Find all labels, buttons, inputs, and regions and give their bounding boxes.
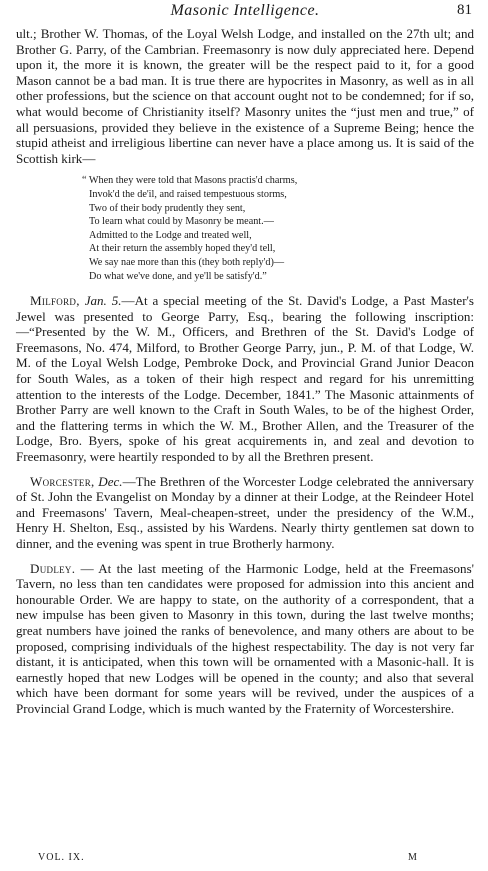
section-text: —At a special meeting of the St. David's Lodge, a Past Master's Jewel was presented to George Parry, Esq., bearing the following inscription:—“Presented by the W. M., Officers, and Brethren of the St. David's Lodge of Freemasons, No. 474, Milford, to Brother George Parry, jun., P. M. of that Lodge, W. M. of the Loyal Welsh Lodge, Pembroke Dock, and Provincial Grand Junior Deacon for South Wales, as a token of their high respect and regard for his unremitting attention to the interests of the Lodge. December, 1841.” The Masonic attainments of Brother Parry are well known to the Craft in South Wales, to be of the highest Order, and the flattering terms in which the W. M., Brother Allen, and the Treasurer of the Lodge, Bro. Byers, spoke of his great acquirements in, and zeal and devotion to Freemasonry, were heartily responded to by all the Brethren present. (16, 293, 474, 465)
section-date: Dec. (98, 473, 123, 489)
verse-line: To learn what could by Masonry be meant.— (89, 216, 274, 228)
section-place: Worcester, (30, 473, 95, 489)
verse-line: Invok'd the de'il, and raised tempestuous storms, (89, 188, 287, 200)
section-place: Dudley. (30, 560, 76, 576)
section-dudley (16, 561, 474, 717)
verse-line: At their return the assembly hoped they'd tell, (89, 243, 276, 255)
verse-line: “ When they were told that Masons practis'd charms, (82, 175, 298, 187)
section-text: —The Brethren of the Worcester Lodge celebrated the anniversary of St. John the Evangelist on Monday by a dinner at their Lodge, at the Reindeer Hotel and Freemasons' Tavern, Meal-cheapen-street, under the presidency of the W.M., Henry H. Shelton, Esq., assisted by his Wardens. Nearly thirty gentlemen sat down to dinner, and the evening was spent in true Brotherly harmony. (16, 473, 474, 551)
verse-line: Two of their body prudently they sent, (89, 202, 246, 214)
volume-label: VOL. IX. (38, 852, 85, 863)
running-title: Masonic Intelligence. (170, 2, 320, 19)
verse-line: Admitted to the Lodge and treated well, (89, 229, 252, 241)
section-milford (16, 293, 474, 465)
section-place: Milford, (30, 293, 80, 309)
page-footer (16, 852, 474, 868)
verse-line: We say nae more than this (they both reply'd)— (89, 256, 285, 268)
verse-quotation (82, 174, 474, 283)
section-date: Jan. 5. (84, 293, 122, 309)
verse-line: Do what we've done, and ye'll be satisfy'd.” (89, 270, 267, 282)
signature-mark: M (408, 852, 418, 863)
opening-paragraph: ult.; Brother W. Thomas, of the Loyal Welsh Lodge, and installed on the 27th ult; and Brother G. Parry, of the Cambrian. Freemasonry is now duly appreciated here. Depend upon it, the more it is known, the greater will be the respect paid to it, for a good Mason cannot be a bad man. It is true there are hypocrites in Masonry, as well as in all other professions, but the science on that account ought not to be condemned; for if so, what would become of Christianity itself? Masonry unites the “just men and true,” of all persuasions, provided they believe in the existence of a Supreme Being; hence the stupid atheist and irreligious libertine can never have a place among us. It is said of the Scottish kirk— (16, 26, 474, 166)
section-worcester (16, 474, 474, 552)
section-text: — At the last meeting of the Harmonic Lodge, held at the Freemasons' Tavern, no less than ten candidates were proposed for admission into this ancient and honourable Order. We are happy to state, on the authority of a correspondent, that a new impulse has been given to Masonry in this town, during the last twelve months; great numbers have joined the ranks of benevolence, and many others are about to be proposed, comprising individuals of the highest respectability. The day is not very far distant, it is anticipated, when this town will be ornamented with a Masonic-hall. It is earnestly hoped that new Lodges will be opened in the county; and also that several which have been dormant for some years will be revived, under the auspices of a Provincial Grand Lodge, which is much wanted by the Fraternity of Worcestershire. (16, 560, 474, 716)
running-head (16, 0, 474, 26)
page-number: 81 (457, 2, 472, 18)
